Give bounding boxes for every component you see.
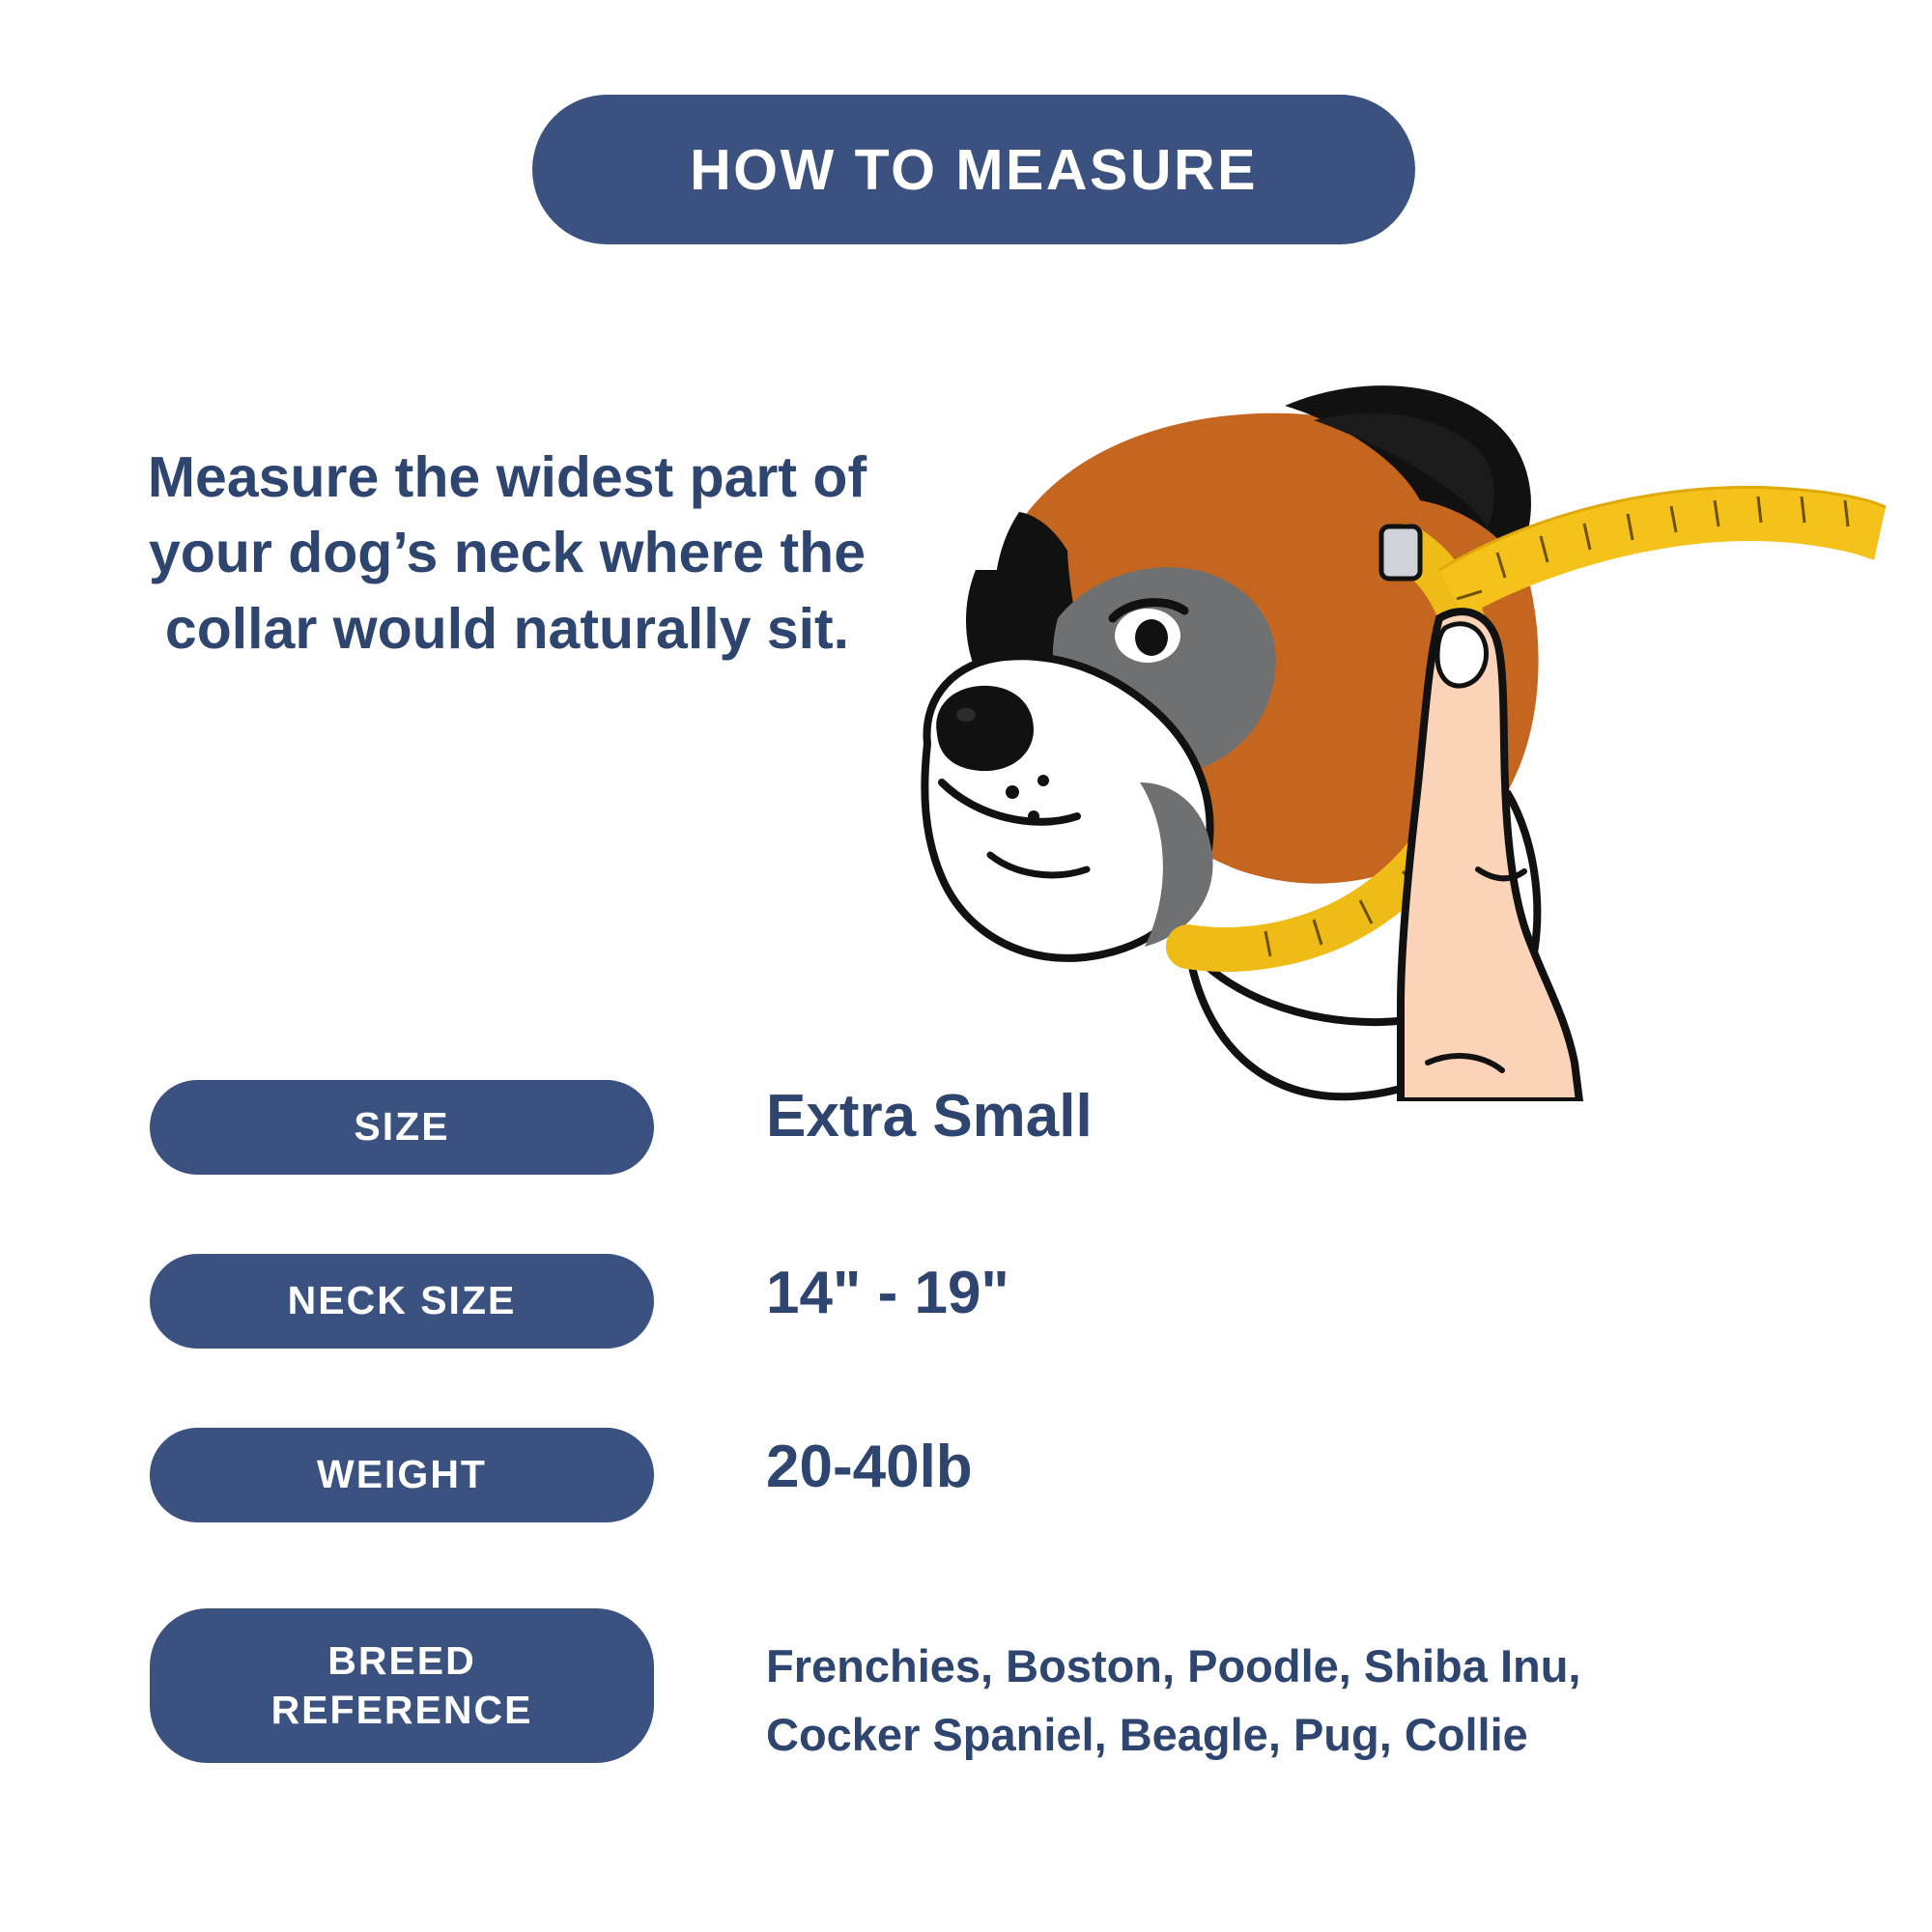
spec-label-size: [150, 1080, 654, 1175]
spec-label-weight: [150, 1428, 654, 1522]
header-pill: [532, 95, 1415, 244]
spec-value-weight: 20-40lb: [766, 1434, 973, 1500]
spec-label-breed-line2: REFERENCE: [270, 1688, 533, 1732]
boxer-dog-with-measuring-tape-illustration: [898, 328, 1893, 1101]
spec-label-breed-reference-text: [271, 1636, 533, 1736]
spec-value-breed-line1: Frenchies, Boston, Poodle, Shiba Inu,: [766, 1640, 1581, 1691]
spec-label-neck-size: [150, 1254, 654, 1349]
spec-value-breed-line2: Cocker Spaniel, Beagle, Pug, Collie: [766, 1708, 1528, 1760]
spec-label-weight-text: WEIGHT: [317, 1452, 487, 1497]
spec-label-breed-reference: [150, 1608, 654, 1763]
spec-value-breed-reference: [766, 1633, 1790, 1769]
intro-text: Measure the widest part of your dog’s neck where the collar would naturally sit.: [147, 445, 867, 661]
spec-label-breed-line1: BREED: [327, 1637, 476, 1683]
page-title: HOW TO MEASURE: [690, 137, 1258, 202]
spec-value-size: Extra Small: [766, 1083, 1093, 1150]
spec-label-size-text: SIZE: [354, 1104, 450, 1150]
spec-label-neck-size-text: NECK SIZE: [287, 1278, 517, 1323]
spec-value-neck-size: 14" - 19": [766, 1260, 1009, 1326]
